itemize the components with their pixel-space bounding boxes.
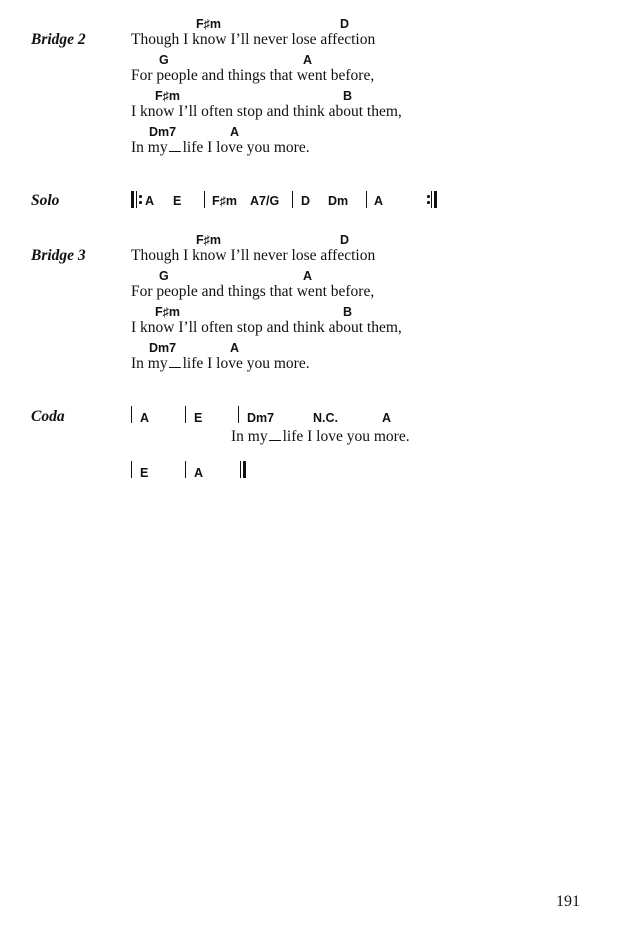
chord: F♯m bbox=[196, 17, 221, 31]
repeat-start-thick-bar bbox=[131, 191, 134, 208]
chord: A7/G bbox=[250, 194, 280, 208]
bar-line bbox=[204, 191, 205, 208]
lyric-fragment: life I love you more. bbox=[282, 428, 410, 445]
bar-line bbox=[131, 461, 132, 478]
page-number: 191 bbox=[556, 893, 580, 910]
section-label-bridge-2: Bridge 2 bbox=[31, 31, 86, 48]
chord: B bbox=[343, 89, 353, 103]
chord: F♯m bbox=[212, 194, 237, 208]
bar-line bbox=[292, 191, 293, 208]
chord: Dm bbox=[328, 194, 349, 208]
section-label-coda: Coda bbox=[31, 408, 65, 425]
repeat-start-thin-bar bbox=[136, 191, 137, 208]
lyric-line bbox=[231, 428, 410, 446]
lyric-line: Though I know I’ll never lose affection bbox=[131, 247, 376, 264]
lyric-blank bbox=[169, 367, 181, 368]
chord: A bbox=[145, 194, 155, 208]
chord: E bbox=[140, 466, 149, 480]
chord: B bbox=[343, 305, 353, 319]
lyric-line: Though I know I’ll never lose affection bbox=[131, 31, 376, 48]
chord: E bbox=[173, 194, 182, 208]
chord: D bbox=[301, 194, 311, 208]
lyric-blank bbox=[269, 440, 281, 441]
lyric-line: For people and things that went before, bbox=[131, 283, 375, 300]
lyric-line: I know I’ll often stop and think about them, bbox=[131, 319, 402, 336]
chord: F♯m bbox=[155, 89, 180, 103]
lyric-line: For people and things that went before, bbox=[131, 67, 375, 84]
bar-line bbox=[131, 406, 132, 423]
lyric-fragment: In my bbox=[131, 355, 168, 372]
chord: G bbox=[159, 269, 169, 283]
lyric-line: I know I’ll often stop and think about them, bbox=[131, 103, 402, 120]
chord: A bbox=[230, 125, 240, 139]
repeat-end-thin-bar bbox=[431, 191, 432, 208]
repeat-end-thick-bar bbox=[434, 191, 437, 208]
repeat-dots bbox=[427, 191, 430, 208]
chord: D bbox=[340, 233, 350, 247]
lyric-fragment: In my bbox=[231, 428, 268, 445]
chord: A bbox=[230, 341, 240, 355]
bar-line bbox=[238, 406, 239, 423]
chord: G bbox=[159, 53, 169, 67]
lyric-blank bbox=[169, 151, 181, 152]
repeat-dots bbox=[139, 191, 142, 208]
chord: A bbox=[374, 194, 384, 208]
chord: F♯m bbox=[196, 233, 221, 247]
chord: F♯m bbox=[155, 305, 180, 319]
chord: A bbox=[303, 53, 313, 67]
chord: N.C. bbox=[313, 411, 338, 425]
chord: A bbox=[140, 411, 150, 425]
lyric-line bbox=[131, 139, 310, 157]
section-label-bridge-3: Bridge 3 bbox=[31, 247, 86, 264]
chord: Dm7 bbox=[149, 125, 177, 139]
final-thick-bar bbox=[243, 461, 246, 478]
chord: Dm7 bbox=[149, 341, 177, 355]
lyric-fragment: In my bbox=[131, 139, 168, 156]
lyric-fragment: life I love you more. bbox=[182, 139, 310, 156]
lyric-fragment: life I love you more. bbox=[182, 355, 310, 372]
lyric-line bbox=[131, 355, 310, 373]
bar-line bbox=[366, 191, 367, 208]
chord: A bbox=[194, 466, 204, 480]
bar-line bbox=[185, 461, 186, 478]
bar-line bbox=[185, 406, 186, 423]
chord: A bbox=[303, 269, 313, 283]
chord: Dm7 bbox=[247, 411, 275, 425]
section-label-solo: Solo bbox=[31, 192, 60, 209]
chord: E bbox=[194, 411, 203, 425]
chord: D bbox=[340, 17, 350, 31]
final-thin-bar bbox=[240, 461, 241, 478]
chord: A bbox=[382, 411, 392, 425]
